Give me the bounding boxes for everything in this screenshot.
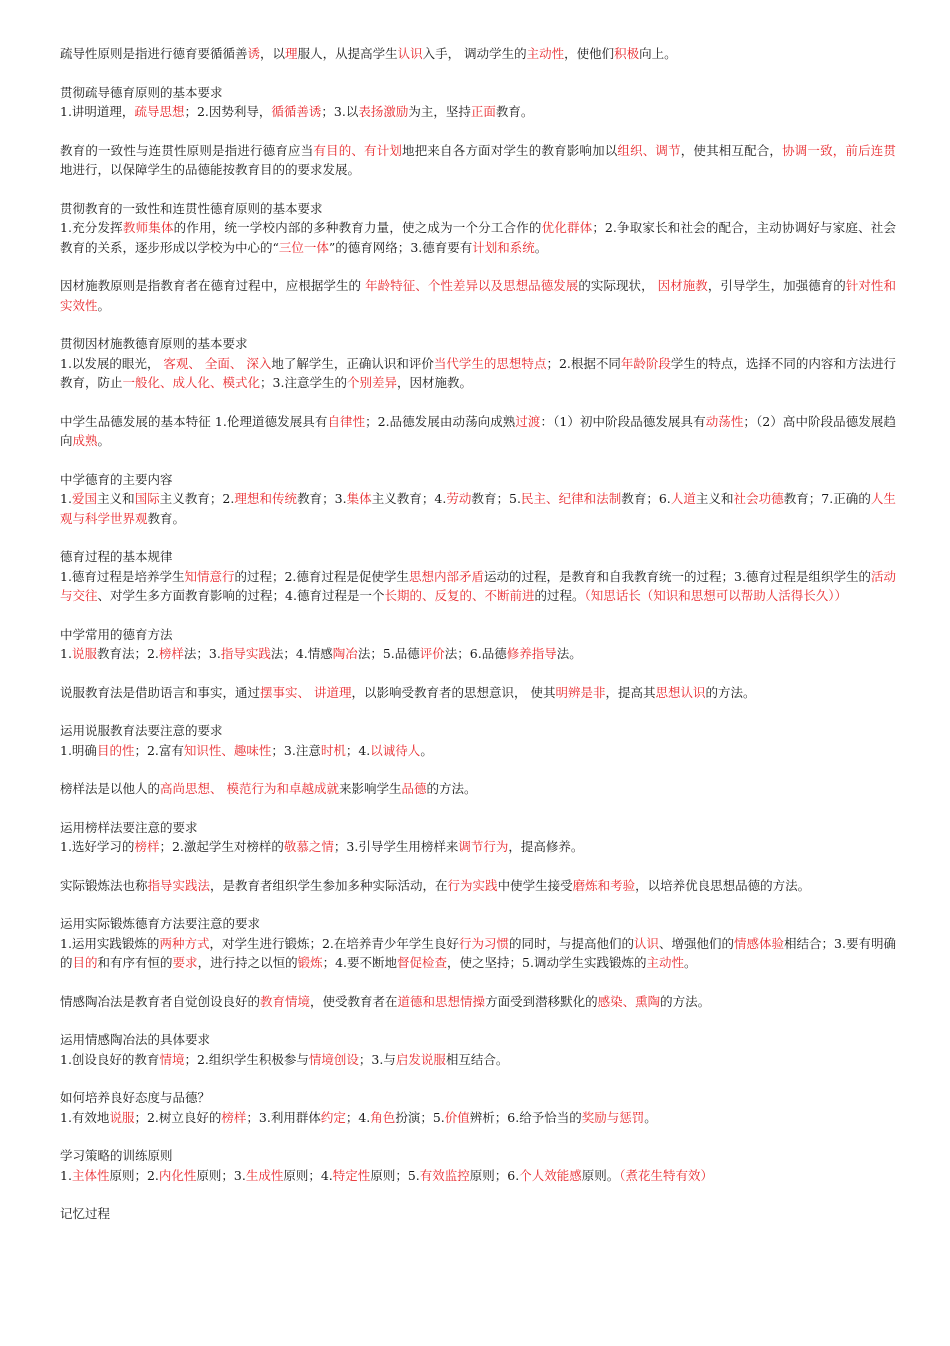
- highlighted-text: 社会功德: [733, 491, 784, 506]
- text-run: 的过程。: [534, 588, 585, 603]
- text-run: ，是教育者组织学生参加多种实际活动，在: [210, 877, 448, 893]
- text-block: [60, 276, 896, 315]
- highlighted-text: 奖励与惩罚: [581, 1109, 645, 1125]
- highlighted-text: 以诚待人: [370, 742, 421, 758]
- text-run: ，使之坚持；5.调动学生实践锻炼的: [447, 955, 647, 970]
- text-run: ，提高修养。: [508, 839, 584, 854]
- section-heading: [60, 83, 896, 103]
- highlighted-text: 教师集体: [122, 220, 174, 235]
- text-run: 中学生品德发展的基本特征 1.伦理道德发展具有: [60, 413, 328, 429]
- highlighted-text: 榜样: [158, 646, 184, 661]
- text-run: 。: [684, 955, 697, 970]
- highlighted-text: 时机: [320, 742, 346, 758]
- text-run: ；3.利用群体: [246, 1109, 321, 1125]
- text-run: 运用说服教育法要注意的要求: [60, 723, 223, 738]
- paragraph: [60, 992, 896, 1012]
- highlighted-text: 督促检查: [397, 955, 448, 970]
- highlighted-text: 说服: [71, 646, 97, 661]
- highlighted-text: 针对性和实效性: [60, 278, 896, 313]
- text-run: 方面受到潜移默化的: [485, 993, 598, 1009]
- text-run: 运用实际锻炼德育方法要注意的要求: [60, 916, 261, 931]
- text-run: ，引导学生，加强德育的: [707, 278, 846, 293]
- text-run: 辨析；6.给予恰当的: [469, 1109, 582, 1125]
- highlighted-text: 要求: [172, 955, 198, 970]
- highlighted-text: 三位一体: [278, 239, 329, 255]
- highlighted-text: 思想内部矛盾: [408, 568, 484, 584]
- text-run: 运用情感陶冶法的具体要求: [60, 1032, 211, 1047]
- text-block: [60, 779, 896, 799]
- text-run: ；3.以: [321, 104, 359, 119]
- highlighted-text: 年龄阶段: [620, 355, 671, 371]
- highlighted-text: 知情意行: [184, 568, 235, 584]
- text-run: 、增强他们的: [658, 935, 734, 951]
- section-heading: [60, 1088, 896, 1108]
- paragraph: [60, 741, 896, 761]
- highlighted-text: 积极: [614, 46, 640, 61]
- highlighted-text: 过渡: [515, 413, 541, 429]
- highlighted-text: 疏导思想: [134, 104, 185, 119]
- section-heading: [60, 818, 896, 838]
- section-heading: [60, 470, 896, 490]
- text-run: ，以: [260, 46, 286, 61]
- text-run: 教育；7.正确的: [783, 491, 871, 506]
- text-run: ，对学生进行锻炼；2.在培养青少年学生良好: [209, 935, 459, 951]
- text-block: [60, 914, 896, 973]
- text-run: 的过程；2.德育过程是促使学生: [234, 568, 409, 584]
- text-run: 教育。: [495, 104, 534, 119]
- text-run: ”的德育网络；3.德育要有: [328, 239, 473, 255]
- text-block: [60, 721, 896, 760]
- text-run: 1.选好学习的: [60, 839, 135, 854]
- highlighted-text: 明辨是非: [555, 684, 606, 700]
- highlighted-text: 修养指导: [506, 646, 557, 661]
- highlighted-text: 行为习惯: [458, 935, 509, 951]
- text-block: [60, 1204, 896, 1224]
- text-run: ；2.激起学生对榜样的: [159, 839, 284, 854]
- text-run: ；2.富有: [134, 742, 184, 758]
- highlighted-text: 一般化、成人化、模式化: [122, 375, 261, 390]
- section-heading: [60, 1146, 896, 1166]
- highlighted-text: 民主、纪律和法制: [520, 491, 622, 506]
- highlighted-text: 教育情境: [260, 993, 311, 1009]
- text-run: ；3.与: [358, 1051, 396, 1067]
- highlighted-text: 感染、熏陶: [597, 993, 661, 1009]
- text-run: ；2.因势利导，: [184, 104, 272, 119]
- highlighted-text: （煮花生特有效）: [619, 1167, 713, 1183]
- highlighted-text: 循循善诱: [271, 104, 322, 119]
- text-run: 法；5.品德: [357, 646, 420, 661]
- text-run: 的方法。: [705, 684, 756, 700]
- text-run: 原则；6.: [469, 1167, 520, 1183]
- highlighted-text: 长期的、反复的、不断前进: [384, 588, 535, 603]
- text-run: 教育法；2.: [96, 646, 159, 661]
- paragraph: [60, 837, 896, 857]
- highlighted-text: 评价: [419, 646, 445, 661]
- text-run: ；3.注意: [271, 742, 321, 758]
- text-run: 1.有效地: [60, 1109, 110, 1125]
- document-page: [60, 44, 896, 1243]
- text-run: 贯彻教育的一致性和连贯性德育原则的基本要求: [60, 200, 323, 216]
- text-run: 教育；3.: [297, 491, 347, 506]
- text-run: 的同时，与提高他们的: [508, 935, 634, 951]
- highlighted-text: 认识: [397, 46, 423, 61]
- text-run: 学习策略的训练原则: [60, 1148, 173, 1163]
- highlighted-text: 认识: [633, 935, 659, 951]
- text-run: 的作用，统一学校内部的多种教育力量，使之成为一个分工合作的: [173, 220, 542, 235]
- text-run: 教育；6.: [621, 491, 671, 506]
- text-run: 原则；5.: [370, 1167, 420, 1183]
- text-run: 相互结合。: [445, 1051, 509, 1067]
- text-run: 原则。: [581, 1167, 620, 1183]
- highlighted-text: 约定: [320, 1109, 346, 1125]
- paragraph: [60, 1108, 896, 1128]
- text-run: ；2.品德发展由动荡向成熟: [365, 413, 516, 429]
- text-block: [60, 470, 896, 529]
- highlighted-text: 特定性: [332, 1167, 371, 1183]
- text-run: 1.以发展的眼光，: [60, 355, 164, 371]
- text-block: [60, 1146, 896, 1185]
- section-heading: [60, 1030, 896, 1050]
- text-run: 法。: [556, 646, 582, 661]
- text-block: [60, 141, 896, 180]
- text-run: 1.充分发挥: [60, 220, 123, 235]
- section-heading: [60, 721, 896, 741]
- text-run: 。: [97, 433, 111, 448]
- text-run: 德育过程的基本规律: [60, 549, 173, 564]
- text-block: [60, 199, 896, 258]
- highlighted-text: 榜样: [221, 1109, 247, 1125]
- text-run: ，因材施教。: [396, 375, 472, 390]
- paragraph: [60, 779, 896, 799]
- text-block: [60, 1088, 896, 1127]
- text-block: [60, 876, 896, 896]
- highlighted-text: 人生观与科学世界观: [60, 491, 896, 526]
- paragraph: [60, 354, 896, 393]
- text-run: 。: [420, 742, 433, 758]
- text-block: [60, 625, 896, 664]
- text-run: 情感陶冶法是教育者自觉创设良好的: [60, 993, 261, 1009]
- highlighted-text: 说服: [109, 1109, 135, 1125]
- text-run: ；3.注意学生的: [260, 375, 347, 390]
- highlighted-text: 目的性: [96, 742, 135, 758]
- text-run: 地了解学生，正确认识和评价: [271, 355, 434, 371]
- highlighted-text: 知识性、趣味性: [183, 742, 272, 758]
- text-run: 入手， 调动学生的: [422, 46, 527, 61]
- text-run: ：（1）初中阶段品德发展具有: [540, 413, 706, 429]
- text-run: ；2.组织学生积极参与: [184, 1051, 309, 1067]
- text-run: 扮演；5.: [395, 1109, 445, 1125]
- text-run: 中使学生接受: [497, 877, 573, 893]
- text-run: 榜样法是以他人的: [60, 781, 161, 796]
- text-run: 服人，从提高学生: [297, 46, 398, 61]
- highlighted-text: （知思话长（知识和思想可以帮助人活得长久））: [584, 588, 847, 603]
- text-block: [60, 547, 896, 606]
- highlighted-text: 人道: [670, 491, 696, 506]
- text-run: 的方法。: [660, 993, 711, 1009]
- paragraph: [60, 218, 896, 257]
- text-run: 实际锻炼法也称: [60, 877, 148, 893]
- highlighted-text: 情境创设: [308, 1051, 359, 1067]
- text-run: 、对学生多方面教育影响的过程；4.德育过程是一个: [97, 588, 385, 603]
- text-run: 中学常用的德育方法: [60, 626, 173, 642]
- paragraph: [60, 44, 896, 64]
- text-run: 来影响学生: [339, 781, 402, 796]
- section-heading: [60, 914, 896, 934]
- text-run: 教育；5.: [471, 491, 521, 506]
- text-run: 向上。: [639, 46, 677, 61]
- paragraph: [60, 683, 896, 703]
- highlighted-text: 理: [285, 46, 298, 61]
- highlighted-text: 情感体验: [734, 935, 785, 951]
- text-run: ；（2）高中阶段品德发展趋向: [60, 413, 896, 448]
- text-run: ，使其相互配合，: [680, 142, 783, 158]
- highlighted-text: 正面: [470, 104, 496, 119]
- section-heading: [60, 334, 896, 354]
- highlighted-text: 敬慕之情: [283, 839, 334, 854]
- text-run: 原则；4.: [283, 1167, 333, 1183]
- text-run: 原则；3.: [196, 1167, 246, 1183]
- text-run: ，使受教育者在: [310, 993, 398, 1009]
- text-run: ；2.根据不同: [546, 355, 621, 371]
- highlighted-text: 道德和思想情操: [397, 993, 486, 1009]
- highlighted-text: 理想和传统: [234, 491, 298, 506]
- highlighted-text: 角色: [370, 1109, 396, 1125]
- text-run: 1.: [60, 646, 72, 661]
- section-heading: [60, 625, 896, 645]
- paragraph: [60, 1166, 896, 1186]
- text-run: 中学德育的主要内容: [60, 471, 173, 487]
- paragraph: [60, 489, 896, 528]
- text-run: 相结合；3.要有明确的: [60, 935, 896, 970]
- paragraph: [60, 876, 896, 896]
- highlighted-text: 集体: [346, 491, 372, 506]
- text-run: 原则；2.: [109, 1167, 159, 1183]
- highlighted-text: 计划和系统: [472, 239, 535, 255]
- text-block: [60, 992, 896, 1012]
- text-run: 。: [534, 239, 548, 255]
- highlighted-text: 主体性: [71, 1167, 110, 1183]
- text-block: [60, 683, 896, 703]
- text-run: ；4.要不断地: [322, 955, 398, 970]
- highlighted-text: 主动性: [526, 46, 565, 61]
- paragraph: [60, 1050, 896, 1070]
- text-run: 。: [97, 297, 111, 313]
- highlighted-text: 内化性: [158, 1167, 197, 1183]
- text-run: 地把来自各方面对学生的教育影响加以: [402, 142, 618, 158]
- highlighted-text: 两种方式: [159, 935, 210, 951]
- text-run: 运用榜样法要注意的要求: [60, 819, 198, 835]
- text-run: 1.德育过程是培养学生: [60, 568, 185, 584]
- text-run: 1.运用实践锻炼的: [60, 935, 160, 951]
- highlighted-text: 个别差异: [346, 375, 397, 390]
- highlighted-text: 优化群体: [541, 220, 593, 235]
- highlighted-text: 爱国: [71, 491, 98, 506]
- paragraph: [60, 567, 896, 606]
- text-run: 主义和: [695, 491, 734, 506]
- text-run: 教育的一致性与连贯性原则是指进行德育应当: [60, 142, 314, 158]
- highlighted-text: 行为实践: [447, 877, 498, 893]
- text-run: 运动的过程，是教育和自我教育统一的过程；3.德育过程是组织学生的: [483, 568, 871, 584]
- text-run: 1.: [60, 1167, 72, 1183]
- text-block: [60, 818, 896, 857]
- text-run: 主义和: [97, 491, 135, 506]
- highlighted-text: 自律性: [327, 413, 366, 429]
- text-run: 1.明确: [60, 742, 97, 758]
- text-run: ；2.争取家长和社会的配合，主动协调好与家庭、社会教育的关系，逐步形成以学校为中心的“: [60, 220, 896, 255]
- text-run: 教育。: [147, 510, 186, 526]
- paragraph: [60, 141, 896, 180]
- highlighted-text: 思想认识: [655, 684, 706, 700]
- text-run: 因材施教原则是指教育者在德育过程中，应根据学生的: [60, 278, 366, 293]
- highlighted-text: 活动与交往: [60, 568, 896, 603]
- section-heading: [60, 199, 896, 219]
- text-run: 地进行，以保障学生的品德能按教育目的的要求发展。: [60, 162, 361, 177]
- text-run: ，以影响受教育者的思想意识， 使其: [351, 684, 556, 700]
- highlighted-text: 调节行为: [458, 839, 509, 854]
- text-run: 说服教育法是借助语言和事实，通过: [60, 684, 261, 700]
- highlighted-text: 因材施教: [657, 278, 708, 293]
- text-run: ，使他们: [564, 46, 615, 61]
- highlighted-text: 客观、 全面、 深入: [163, 355, 272, 371]
- highlighted-text: 有目的、有计划: [313, 142, 403, 158]
- text-run: 的方法。: [426, 781, 477, 796]
- highlighted-text: 动荡性: [705, 413, 744, 429]
- highlighted-text: 指导实践法: [147, 877, 211, 893]
- highlighted-text: 劳动: [446, 491, 472, 506]
- text-run: ；4.: [345, 1109, 371, 1125]
- paragraph: [60, 276, 896, 315]
- highlighted-text: 个人效能感: [519, 1167, 582, 1183]
- paragraph: [60, 1204, 896, 1224]
- highlighted-text: 当代学生的思想特点: [433, 355, 547, 371]
- highlighted-text: 品德: [401, 781, 427, 796]
- text-run: 学生的特点，选择不同的内容和方法进行教育，防止: [60, 355, 896, 390]
- text-run: 1.: [60, 491, 72, 506]
- text-block: [60, 44, 896, 64]
- highlighted-text: 有效监控: [419, 1167, 470, 1183]
- highlighted-text: 摆事实、 讲道理: [260, 684, 352, 700]
- highlighted-text: 指导实践: [220, 646, 271, 661]
- text-run: ；4.: [345, 742, 371, 758]
- highlighted-text: 陶冶: [332, 646, 358, 661]
- text-block: [60, 83, 896, 122]
- text-run: 的实际现状，: [578, 278, 658, 293]
- text-run: 1.讲明道理，: [60, 104, 135, 119]
- highlighted-text: 目的: [72, 955, 98, 970]
- highlighted-text: 组织、调节: [617, 142, 681, 158]
- text-run: 主义教育；4.: [371, 491, 447, 506]
- highlighted-text: 成熟: [72, 433, 98, 448]
- text-run: 。: [644, 1109, 657, 1125]
- text-run: 1.创设良好的教育: [60, 1051, 160, 1067]
- text-block: [60, 334, 896, 393]
- text-run: 如何培养良好态度与品德？: [60, 1090, 211, 1105]
- highlighted-text: 诱: [247, 46, 261, 61]
- text-run: 记忆过程: [60, 1206, 111, 1221]
- highlighted-text: 表扬激励: [358, 104, 409, 119]
- text-run: 为主，坚持: [408, 104, 471, 119]
- text-run: 贯彻疏导德育原则的基本要求: [60, 84, 223, 100]
- text-run: ，进行持之以恒的: [197, 955, 298, 970]
- highlighted-text: 锻炼: [297, 955, 323, 970]
- text-run: 和有序有恒的: [97, 955, 173, 970]
- highlighted-text: 启发说服: [395, 1051, 446, 1067]
- highlighted-text: 高尚思想、 模范行为和卓越成就: [160, 781, 339, 796]
- section-heading: [60, 547, 896, 567]
- highlighted-text: 年龄特征、个性差异以及思想品德发展: [365, 278, 579, 293]
- text-run: 法；3.: [183, 646, 221, 661]
- text-run: 疏导性原则是指进行德育要循循善: [60, 46, 248, 61]
- text-run: ；2.树立良好的: [134, 1109, 222, 1125]
- paragraph: [60, 644, 896, 664]
- text-run: ，以培养优良思想品德的方法。: [635, 877, 811, 893]
- paragraph: [60, 412, 896, 451]
- highlighted-text: 国际: [134, 491, 160, 506]
- text-run: 贯彻因材施教德育原则的基本要求: [60, 336, 248, 351]
- highlighted-text: 协调一致，前后连贯: [782, 142, 896, 158]
- paragraph: [60, 934, 896, 973]
- text-run: ，提高其: [605, 684, 656, 700]
- highlighted-text: 磨炼和考验: [572, 877, 636, 893]
- text-run: ；3.引导学生用榜样来: [333, 839, 459, 854]
- text-run: 法；6.品德: [444, 646, 507, 661]
- text-block: [60, 412, 896, 451]
- highlighted-text: 生成性: [245, 1167, 284, 1183]
- text-run: 法；4.情感: [270, 646, 333, 661]
- text-run: 主义教育；2.: [159, 491, 235, 506]
- highlighted-text: 主动性: [646, 955, 684, 970]
- highlighted-text: 榜样: [134, 839, 160, 854]
- highlighted-text: 价值: [444, 1109, 470, 1125]
- highlighted-text: 情境: [159, 1051, 185, 1067]
- paragraph: [60, 102, 896, 122]
- text-block: [60, 1030, 896, 1069]
